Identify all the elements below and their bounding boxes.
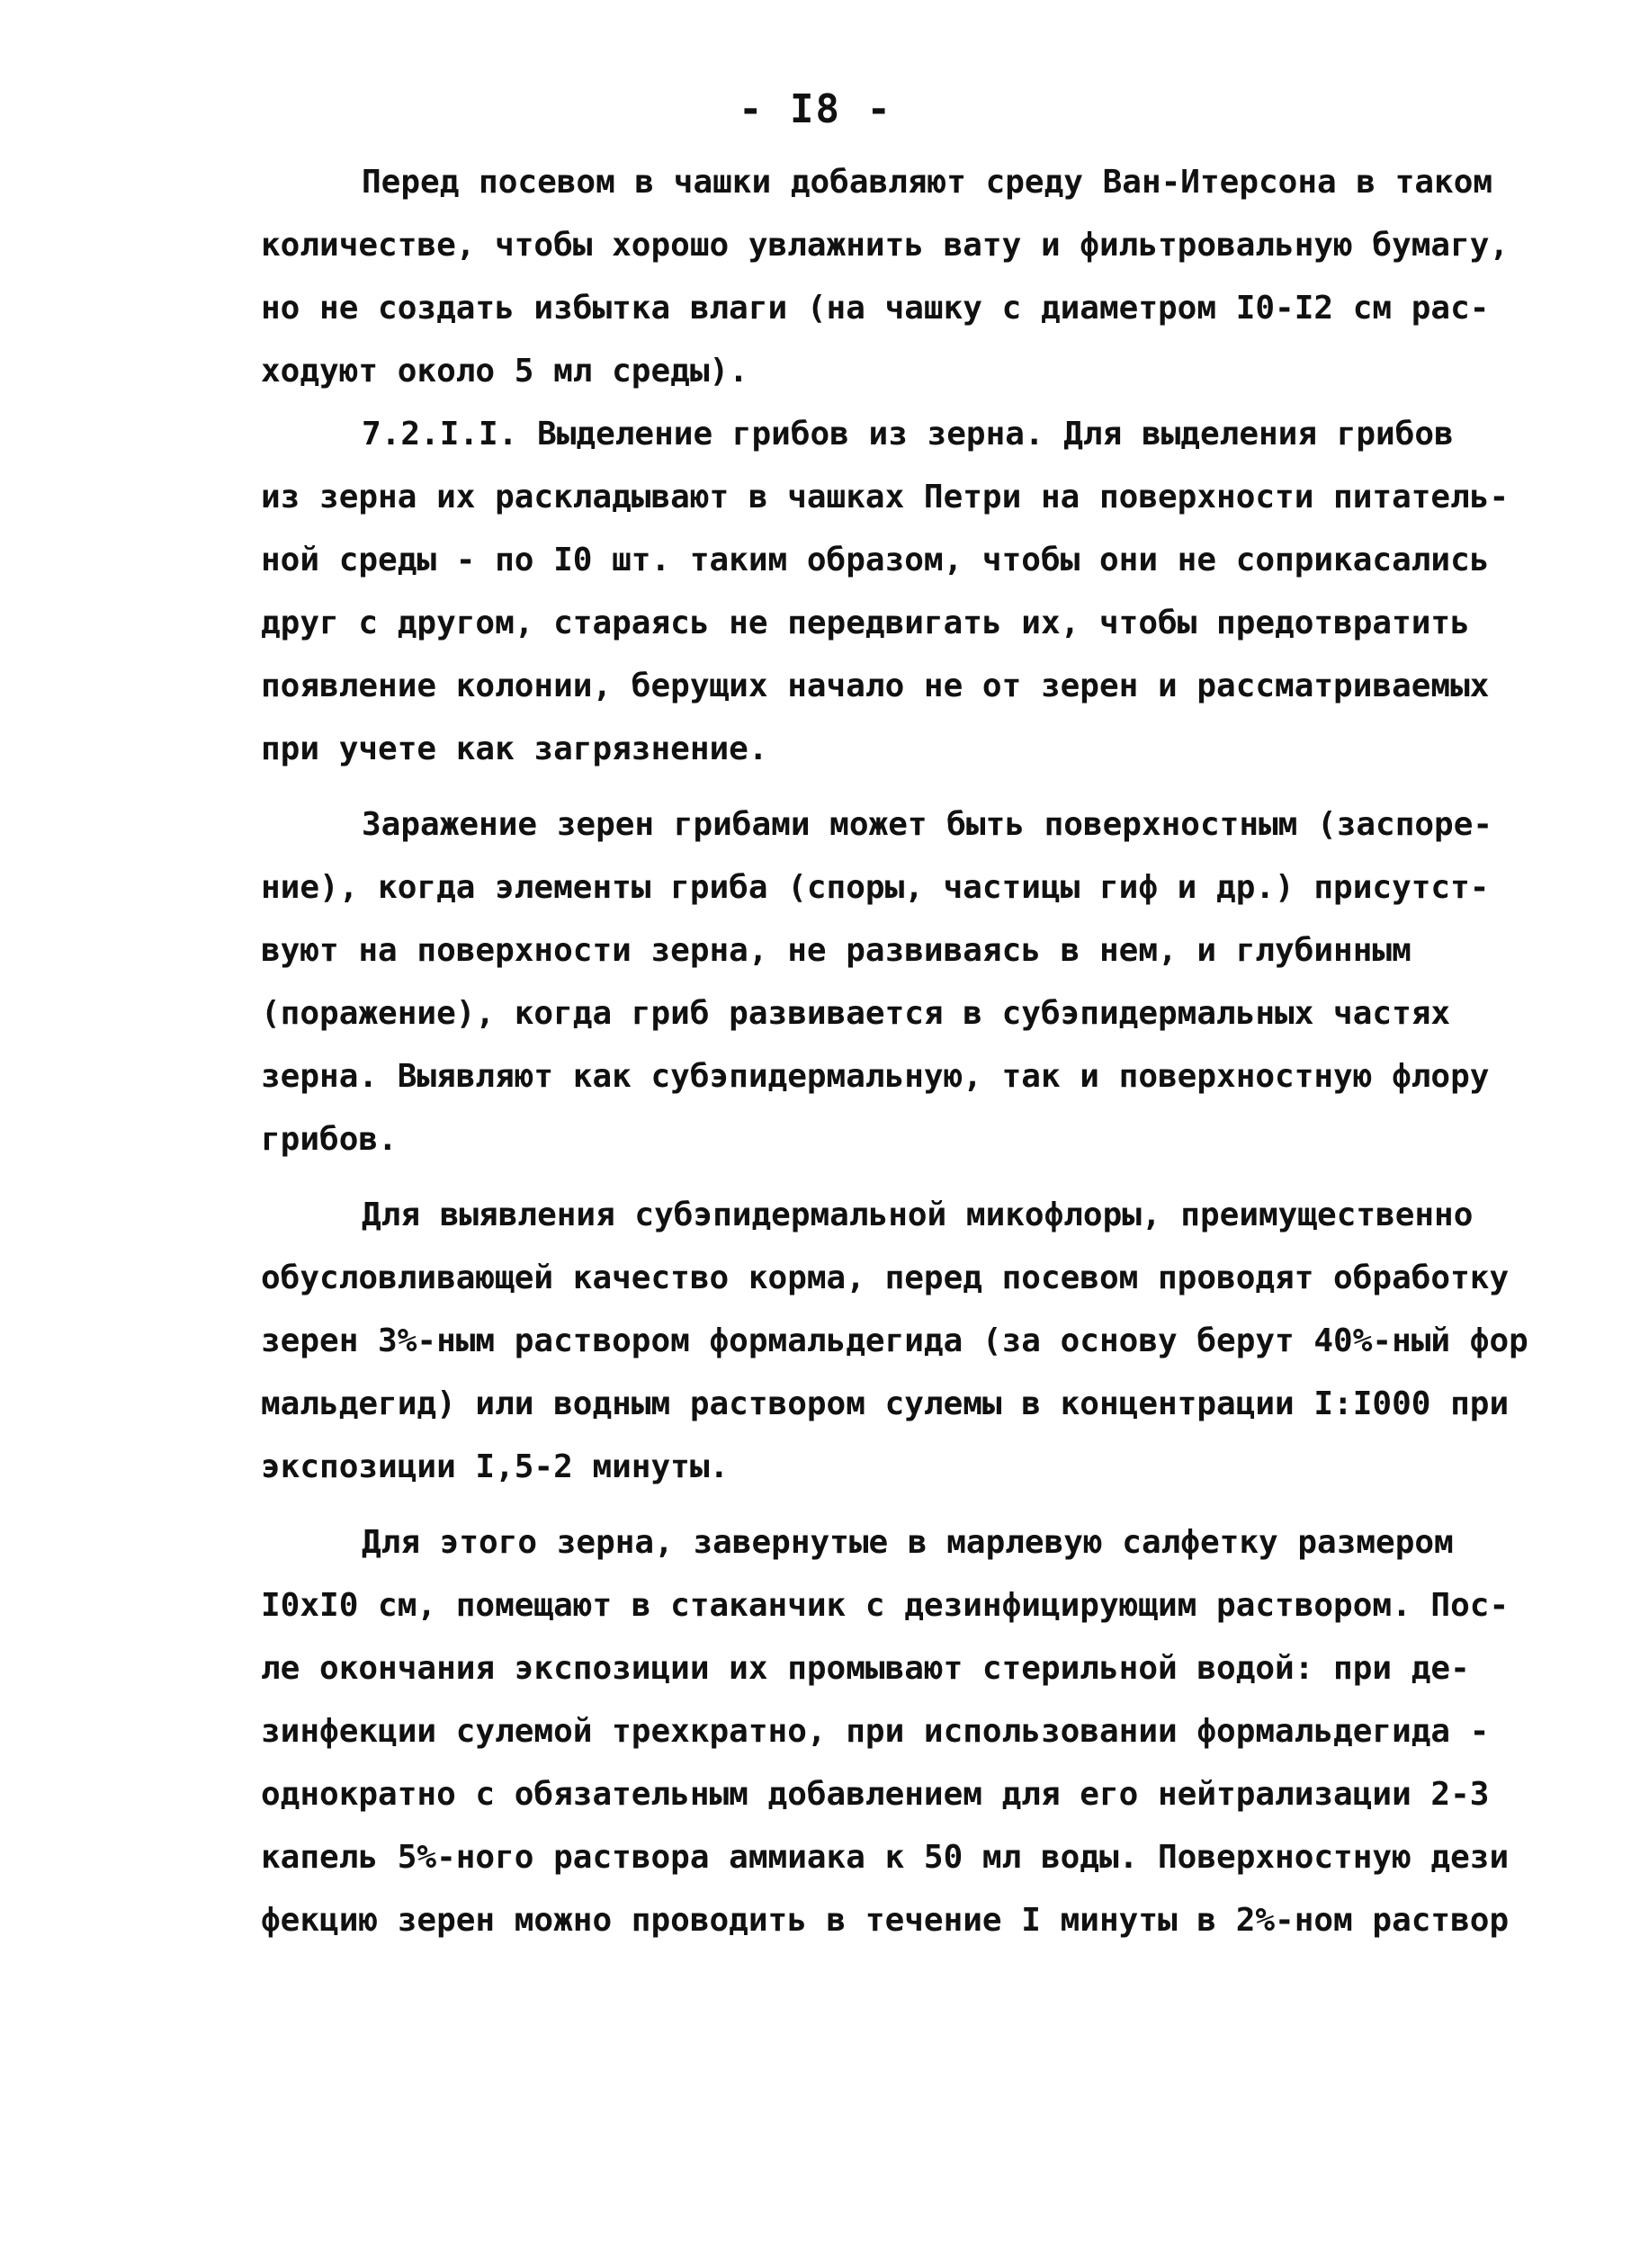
text-line: ле окончания экспозиции их промывают стерильной водой: при де- <box>261 1650 1470 1687</box>
paragraph-gap <box>261 1499 1538 1511</box>
text-line: Для выявления субэпидермальной микофлоры, преимущественно <box>362 1197 1474 1233</box>
text-line: однократно с обязательным добавлением для его нейтрализации 2-3 <box>261 1776 1490 1813</box>
text-line: Заражение зерен грибами может быть поверхностным (заспоре- <box>362 806 1493 843</box>
paragraph <box>261 403 1538 781</box>
text-line: зерен 3%-ным раствором формальдегида (за основу берут 40%-ный фор <box>261 1322 1528 1359</box>
text-line: I0хI0 см, помещают в стаканчик с дезинфицирующим раствором. Пос- <box>261 1587 1510 1624</box>
text-line: фекцию зерен можно проводить в течение I минуты в 2%-ном раствор <box>261 1902 1510 1939</box>
text-line: ние), когда элементы гриба (споры, частицы гиф и др.) присутст- <box>261 869 1490 906</box>
text-line: ходуют около 5 мл среды). <box>261 353 748 390</box>
paragraph-gap <box>261 1171 1538 1184</box>
text-line: Перед посевом в чашки добавляют среду Ван-Итерсона в таком <box>362 164 1493 201</box>
text-line: экспозиции I,5-2 минуты. <box>261 1448 730 1485</box>
text-line: из зерна их раскладывают в чашках Петри на поверхности питатель- <box>261 479 1510 515</box>
text-line: количестве, чтобы хорошо увлажнить вату и фильтровальную бумагу, <box>261 227 1510 264</box>
paragraph-gap <box>261 781 1538 793</box>
text-line: капель 5%-ного раствора аммиака к 50 мл воды. Поверхностную дези <box>261 1839 1510 1876</box>
text-line: грибов. <box>261 1121 398 1158</box>
text-line: мальдегид) или водным раствором сулемы в концентрации I:I000 при <box>261 1385 1510 1422</box>
text-line: но не создать избытка влаги (на чашку с диаметром I0-I2 см рас- <box>261 290 1490 327</box>
text-line: при учете как загрязнение. <box>261 731 768 767</box>
text-line: появление колонии, берущих начало не от зерен и рассматриваемых <box>261 668 1490 704</box>
text-line: ной среды - по I0 шт. таким образом, чтобы они не соприкасались <box>261 542 1490 578</box>
text-line: друг с другом, стараясь не передвигать их, чтобы предотвратить <box>261 605 1470 641</box>
paragraph <box>261 151 1538 403</box>
paragraph <box>261 1184 1538 1499</box>
text-line: зинфекции сулемой трехкратно, при использовании формальдегида - <box>261 1713 1490 1750</box>
paragraph <box>261 793 1538 1171</box>
paragraph <box>261 1511 1538 1952</box>
page-number: - I8 - <box>739 86 892 132</box>
body-text <box>261 151 1538 1952</box>
text-line: вуют на поверхности зерна, не развиваясь в нем, и глубинным <box>261 932 1411 969</box>
text-line: 7.2.I.I. Выделение грибов из зерна. Для выделения грибов <box>362 416 1454 453</box>
text-line: Для этого зерна, завернутые в марлевую салфетку размером <box>362 1524 1454 1561</box>
text-line: зерна. Выявляют как субэпидермальную, так и поверхностную флору <box>261 1058 1490 1095</box>
text-line: обусловливающей качество корма, перед посевом проводят обработку <box>261 1260 1510 1296</box>
text-line: (поражение), когда гриб развивается в субэпидермальных частях <box>261 995 1451 1032</box>
